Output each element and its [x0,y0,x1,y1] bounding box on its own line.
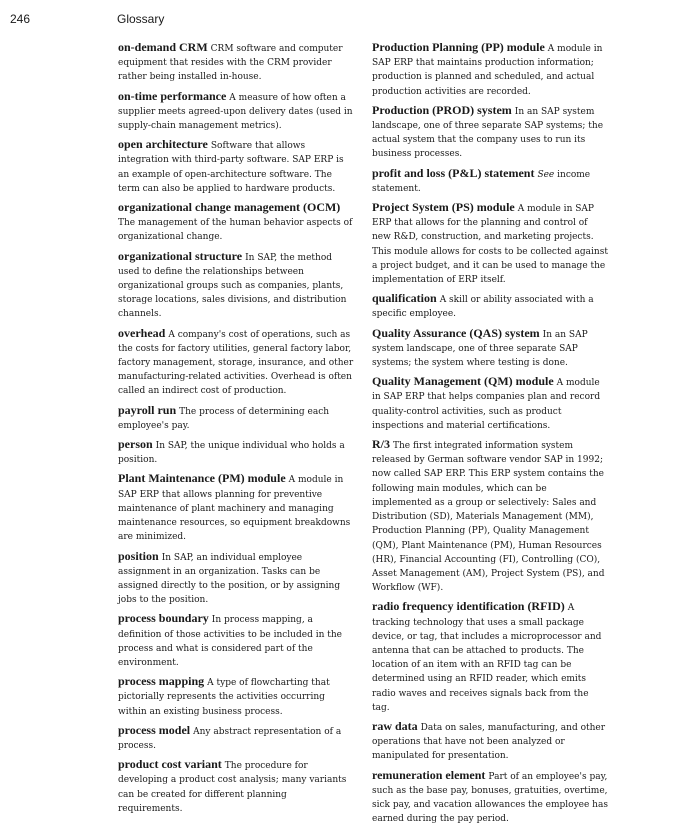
glossary-term: radio frequency identification (RFID) [372,599,565,614]
glossary-definition: A skill or ability associated with a specific employee. [372,295,594,320]
glossary-definition: Part of an employee's pay, such as the base pay, bonuses, gratuities, overtime, sick pay, and vacation allowances the employee has earned during the pay period. [372,771,608,825]
glossary-entry [118,471,354,544]
glossary-definition: Data on sales, manufacturing, and other operations that have not been analyzed or manipulated for presentation. [372,722,606,762]
glossary-definition: The management of the human behavior aspects of organizational change. [118,218,353,243]
glossary-term: Quality Management (QM) module [372,374,554,389]
see-reference-label: See [537,169,555,180]
glossary-definition: CRM software and computer equipment that resides with the CRM provider rather being installed in-house. [118,44,343,83]
glossary-entry [118,549,354,608]
glossary-term: overhead [118,325,166,340]
glossary-term: payroll run [118,402,177,417]
glossary-entry [118,200,354,245]
glossary-entry [372,599,608,715]
glossary-entry [118,326,354,399]
glossary-term: R/3 [372,437,390,452]
glossary-definition: income statement. [372,169,591,194]
glossary-definition: In an SAP system landscape, one of three separate SAP systems; the actual system that the company uses to run its business processes. [372,106,604,160]
glossary-term: process mapping [118,674,205,689]
glossary-entry [118,611,354,670]
glossary-term: on-time performance [118,88,227,103]
glossary-term: position [118,548,159,563]
glossary-entry [372,374,608,433]
glossary-entry [118,757,354,816]
glossary-term: Production (PROD) system [372,102,512,117]
glossary-entry [118,403,354,433]
glossary-term: product cost variant [118,757,222,772]
glossary-definition: A company's cost of operations, such as the costs for factory utilities, general factory labor, factory management, storage, insurance, and other manufacturing-related activities. Overhead is often called an indirect cost of production. [118,329,354,397]
glossary-term: Plant Maintenance (PM) module [118,471,286,486]
glossary-term: process model [118,722,191,737]
glossary-entry [372,719,608,764]
glossary-definition: In SAP, the method used to define the relationships between organizational groups such as companies, plants, storage locations, sales divisions, and distribution channels. [118,252,347,320]
glossary-entry [118,437,354,467]
glossary-term: qualification [372,291,437,306]
glossary-entry [118,40,354,85]
glossary-term: Quality Assurance (QAS) system [372,325,540,340]
glossary-term: Project System (PS) module [372,200,515,215]
glossary-column-right [372,40,608,830]
glossary-definition: In SAP, an individual employee assignment in an organization. Tasks can be assigned directly to the position, or by assigning jobs to the position. [118,552,341,606]
glossary-definition: A measure of how often a supplier meets agreed-upon delivery dates (used in supply-chain management metrics). [118,92,353,132]
running-head: Glossary [117,12,165,26]
glossary-term: person [118,437,153,452]
glossary-entry [118,674,354,719]
glossary-term: profit and loss (P&L) statement [372,165,535,180]
glossary-entry [372,768,608,827]
glossary-definition: A module in SAP ERP that allows planning for preventive maintenance of plant machinery and managing maintenance resources, so equipment breakdowns are minimized. [118,475,351,543]
glossary-term: organizational change management (OCM) [118,200,341,215]
page-header [0,10,673,30]
glossary-entry [372,200,608,287]
glossary-definition: A module in SAP ERP that maintains production information; production is planned and scheduled, and actual production activities are recorded. [372,44,603,97]
glossary-definition: Any abstract representation of a process. [118,726,342,751]
page-number: 246 [10,12,31,26]
glossary-definition: A type of flowcharting that pictorially represents the activities occurring within an existing business process. [118,678,330,717]
glossary-definition: In process mapping, a definition of those activities to be included in the process and what is considered part of the environment. [118,615,342,668]
glossary-term: open architecture [118,137,208,152]
glossary-term: process boundary [118,611,209,626]
glossary-term: remuneration element [372,767,486,782]
glossary-entry [372,326,608,371]
glossary-definition: The process of determining each employee's pay. [118,406,330,431]
glossary-entry [372,291,608,321]
glossary-term: Production Planning (PP) module [372,40,545,54]
glossary-entry [372,166,608,196]
glossary-entry [118,723,354,753]
glossary-term: organizational structure [118,248,243,263]
glossary-definition: The procedure for developing a product cost analysis; many variants can be created for different planning requirements. [118,761,347,814]
glossary-entry [118,249,354,322]
glossary-definition: In an SAP system landscape, one of three separate SAP systems; the system where testing is done. [372,329,588,369]
glossary-definition: In SAP, the unique individual who holds a position. [118,441,345,466]
glossary-definition: A tracking technology that uses a small package device, or tag, that includes a microprocessor and antenna that can be attached to products. The location of an item with an RFID tag can be determined using an RFID reader, which emits radio waves and receives signals back from the tag. [372,603,602,713]
glossary-entry [372,103,608,162]
glossary-entry [372,40,608,99]
glossary-definition: A module in SAP ERP that helps companies plan and record quality-control activities, such as product inspections and material certifications. [372,378,601,431]
glossary-definition: The first integrated information system released by German software vendor SAP in 1992; now called SAP ERP. This ERP system contains the following main modules, which can be implemented as a group or selectively: Sales and Distribution (SD), Materials Management (MM), Production Planning (PP), Quality Management (QM), Plant Maintenance (PM), Human Resources (HR), Financial Accounting (FI), Controlling (CO), Asset Management (AM), Project System (PS), and Workflow (WF). [372,441,605,594]
glossary-definition: Software that allows integration with third-party software. SAP ERP is an example of open-architecture software. The term can also be applied to hardware products. [118,141,344,194]
glossary-entry [118,89,354,134]
glossary-column-left [118,40,354,820]
glossary-term: on-demand CRM [118,40,208,54]
glossary-entry [372,437,608,595]
glossary-definition: A module in SAP ERP that allows for the planning and control of new R&D, construction, and marketing projects. This module allows for costs to be collected against a project budget, and it can be used to manage the implementation of ERP itself. [372,204,608,286]
glossary-entry [118,137,354,196]
glossary-term: raw data [372,718,418,733]
